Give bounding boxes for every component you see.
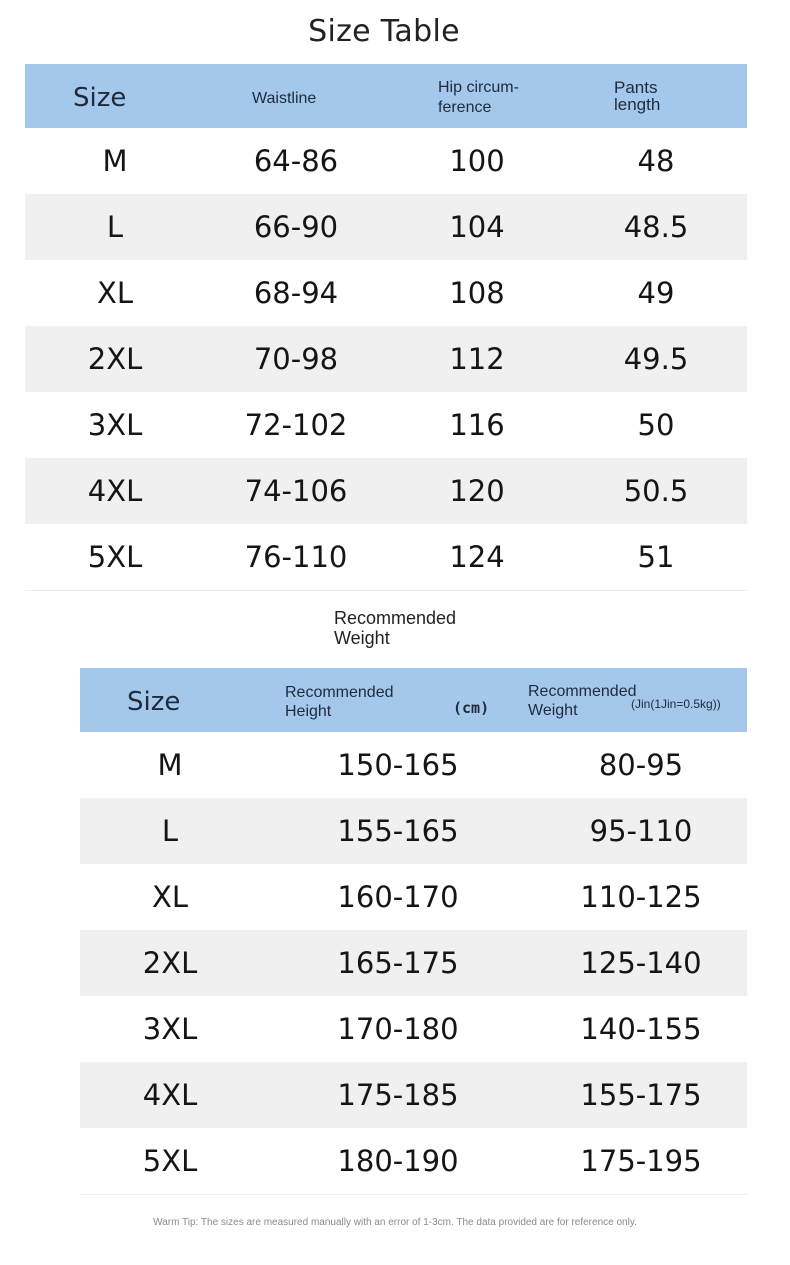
recommendation-table (80, 668, 747, 1195)
rec-label-line1: Recommended (334, 608, 457, 628)
cell-hip: 112 (449, 342, 505, 376)
cell-weight: 175-195 (580, 1144, 702, 1178)
cell-size: 2XL (87, 342, 143, 376)
table-row (80, 732, 747, 798)
header-unit: (cm) (453, 699, 490, 717)
cell-size: M (102, 144, 128, 178)
table-row (25, 524, 747, 590)
cell-height: 180-190 (337, 1144, 459, 1178)
cell-height: 150-165 (337, 748, 459, 782)
cell-size: 5XL (142, 1144, 198, 1178)
cell-weight: 125-140 (580, 946, 702, 980)
table-row (80, 1062, 747, 1128)
cell-hip: 104 (449, 210, 505, 244)
cell-weight: 155-175 (580, 1078, 702, 1112)
rec-label-line2: Weight (334, 628, 390, 648)
table-row (25, 458, 747, 524)
page-title: Size Table (308, 14, 460, 49)
cell-size: L (161, 814, 179, 848)
warm-tip-note: Warm Tip: The sizes are measured manually with an error of 1-3cm. The data provided are for reference only. (153, 1217, 637, 1228)
cell-hip: 100 (449, 144, 505, 178)
size-table-header (25, 64, 747, 128)
cell-length: 50.5 (623, 474, 689, 508)
cell-weight: 140-155 (580, 1012, 702, 1046)
table-row (80, 996, 747, 1062)
cell-length: 49 (637, 276, 675, 310)
cell-hip: 108 (449, 276, 505, 310)
cell-height: 155-165 (337, 814, 459, 848)
size-table (25, 64, 747, 591)
recommended-weight-label (334, 608, 456, 648)
header-hip-line1: Hip circum- (438, 79, 519, 96)
cell-waist: 66-90 (253, 210, 339, 244)
header-size: Size (73, 83, 127, 113)
cell-size: 3XL (87, 408, 143, 442)
header-hip-line2: ference (438, 99, 492, 116)
header-pants-line2: length (614, 95, 661, 114)
cell-waist: 76-110 (244, 540, 348, 574)
cell-length: 50 (637, 408, 675, 442)
table-divider (25, 590, 747, 591)
table-row (25, 392, 747, 458)
cell-height: 175-185 (337, 1078, 459, 1112)
table-row (80, 1128, 747, 1194)
cell-waist: 68-94 (253, 276, 339, 310)
cell-length: 48 (637, 144, 675, 178)
cell-size: 4XL (87, 474, 143, 508)
table-row (25, 194, 747, 260)
table-divider (80, 1194, 747, 1195)
cell-length: 51 (637, 540, 675, 574)
cell-size: 2XL (142, 946, 198, 980)
table-row (80, 864, 747, 930)
table-row (80, 930, 747, 996)
cell-height: 160-170 (337, 880, 459, 914)
cell-length: 49.5 (623, 342, 689, 376)
cell-size: M (157, 748, 183, 782)
cell-hip: 120 (449, 474, 505, 508)
cell-weight: 110-125 (580, 880, 702, 914)
cell-waist: 72-102 (244, 408, 348, 442)
header-pants-line1: Pants (614, 78, 658, 97)
cell-height: 170-180 (337, 1012, 459, 1046)
header-waistline: Waistline (252, 90, 317, 107)
cell-height: 165-175 (337, 946, 459, 980)
cell-size: 4XL (142, 1078, 198, 1112)
table-row (25, 326, 747, 392)
cell-length: 48.5 (623, 210, 689, 244)
cell-waist: 70-98 (253, 342, 339, 376)
cell-hip: 116 (449, 408, 505, 442)
header-weight-note: (Jin(1Jin=0.5kg)) (631, 697, 721, 711)
cell-size: 5XL (87, 540, 143, 574)
table-row (25, 128, 747, 194)
header-height-line2: Height (285, 703, 332, 720)
cell-weight: 95-110 (589, 814, 693, 848)
cell-size: XL (96, 276, 134, 310)
cell-waist: 64-86 (253, 144, 339, 178)
cell-weight: 80-95 (598, 748, 684, 782)
header-weight-line2: Weight (528, 702, 578, 719)
header-height-line1: Recommended (285, 684, 394, 701)
cell-size: 3XL (142, 1012, 198, 1046)
header-weight-line1: Recommended (528, 683, 637, 700)
table-row (25, 260, 747, 326)
table-row (80, 798, 747, 864)
cell-size: L (106, 210, 124, 244)
cell-hip: 124 (449, 540, 505, 574)
recommendation-table-header (80, 668, 747, 732)
cell-size: XL (151, 880, 189, 914)
cell-waist: 74-106 (244, 474, 348, 508)
header-size: Size (127, 687, 181, 717)
